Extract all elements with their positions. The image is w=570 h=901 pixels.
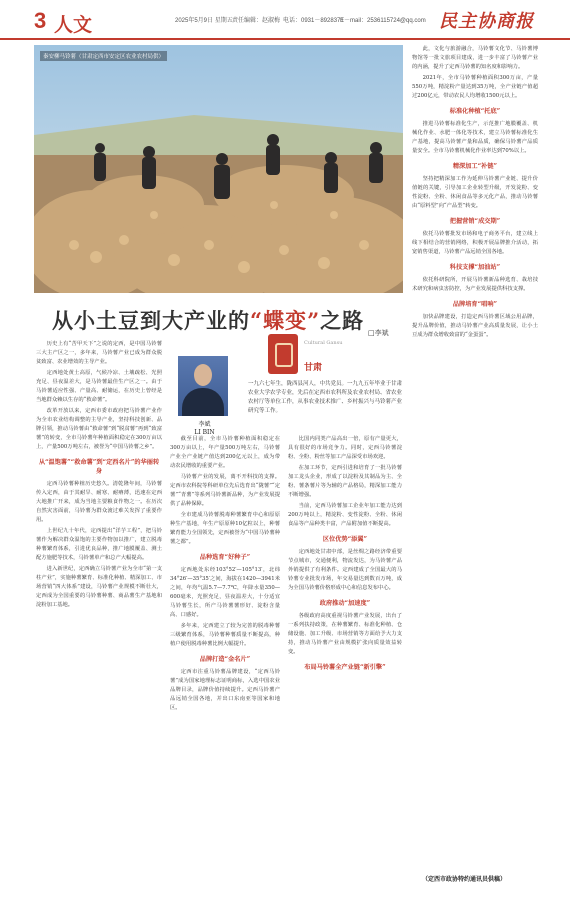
- column-badge-icon: [268, 334, 298, 374]
- title-pre: 从小土豆到大产业的: [52, 308, 250, 333]
- masthead-logo: 民主协商报: [439, 11, 534, 32]
- author-intro: 一九六七年生，陇西县河人，中共党员。一九九五年毕业于甘肃农业大学农学专业，先后在定西市农科所及农业农村局、省农业农村厅等单位工作，从事农业技术推广、乡村振兴与马铃薯产业研究等工作。: [248, 381, 403, 414]
- article-column-4: 此，文化与旅游融合，马铃薯文化节、马铃薯博物馆等一批文旅项目建成，进一步丰富了马铃薯产业的内涵，提升了定西马铃薯的知名度和影响力。 2021年，全市马铃薯种植面积300万亩，产量550万吨，精淀粉产量达到35万吨，全产业链产值超过200亿元，带动农民人均增收1500元以上。 标准化种植“托底” 推进马铃薯标准化生产，示范推广地膜覆盖、机械化作业、水肥一体化等技术，建立马铃薯标准化生产基地，提高马铃薯产量和品质，确保马铃薯产品质量安全。全市马铃薯机械化作业率达到70%以上。 精深加工“补链” 坚持把精深加工作为延伸马铃薯产业链、提升价值链的关键，引导加工企业转型升级，开发淀粉、变性淀粉、全粉、休闲食品等多元化产品，推动马铃薯由“原料型”向“产品型”转变。 把握营销“成交期” 依托马铃薯批发市场和电子商务平台，建立线上线下相结合的营销网络，积极开展品牌推介活动，拓宽销售渠道，马铃薯产品远销全国各地。 科技支撑“加油站” 依托科研院所，开展马铃薯新品种选育、栽培技术研究和病虫害防控，为产业发展提供科技支撑。 品牌培育“唱响” 加快品牌建设，打造定西马铃薯区域公用品牌，提升品牌价值，推动马铃薯产业高质量发展，让小土豆成为群众增收致富的“金蛋蛋”。: [412, 46, 538, 338]
- column-name: 甘肃: [304, 363, 323, 373]
- page-header: [0, 0, 570, 40]
- subhead: 从“温饱薯”“救命薯”到“定西名片”的华丽转身: [38, 459, 160, 475]
- potato-harvest-image: [34, 45, 403, 293]
- article-credit: （定西市政协特约通讯员供稿）: [422, 876, 507, 883]
- title-quote: “蝶变”: [250, 308, 321, 333]
- subhead: 品种选育“好种子”: [199, 554, 251, 561]
- page-number: 3: [34, 8, 47, 33]
- article-column-1: 历史上有“苦甲天下”之说的定西，是中国马铃薯三大主产区之一，多年来，马铃薯产业已成为群众脱贫致富、农业增效的主导产业。 定西地处黄土高原，气候冷凉、土壤疏松、光照充足、昼夜温差大，是马铃薯最佳生产区之一。由于马铃薯适应性强、产量高、耐储运，在历史上曾经是当地群众赖以生存的“救命薯”。 改革开放以来，定西市委市政府把马铃薯产业作为全市农业结构调整的主导产业，坚持科技创新、品牌引领，推动马铃薯由“救命薯”到“脱贫薯”再到“致富薯”的转变，全市马铃薯年种植面积稳定在300万亩以上，产量500万吨左右，被誉为“中国马铃薯之乡”。 从“温饱薯”“救命薯”到“定西名片”的华丽转身 定西马铃薯种植历史悠久。清乾隆年间，马铃薯传入定西，由于其耐旱、耐寒、耐瘠薄，迅速在定西大地推广开来，成为当地主要粮食作物之一。在历次自然灾害面前，马铃薯为群众渡过难关发挥了重要作用。 上世纪九十年代，定西提出“洋芋工程”，把马铃薯作为解决群众温饱的主要作物加以推广，建立脱毒种薯繁育体系，引进优良品种，推广地膜覆盖、测土配方施肥等技术，马铃薯单产和总产大幅提高。 进入新世纪，定西确立马铃薯产业为全市“第一支柱产业”，实施种薯繁育、标准化种植、精深加工、市场营销“四大体系”建设，马铃薯产业规模不断壮大，定西成为全国重要的马铃薯种薯、商品薯生产基地和淀粉加工基地。: [36, 341, 162, 608]
- phone: 电话：0931－8928371: [283, 18, 344, 24]
- column-english-name: Cultural Gansu: [304, 340, 343, 346]
- subhead: 精深加工“补链”: [452, 163, 498, 170]
- subhead: 标准化种植“托底”: [449, 108, 501, 115]
- subhead: 把握营销“成交期”: [449, 218, 501, 225]
- email: E－mail：2536115724@qq.com: [340, 18, 426, 24]
- feature-photo: [34, 45, 403, 293]
- subhead: 品牌培育“唱响”: [452, 301, 498, 308]
- issue-date: 2025年5月9日 星期五: [175, 18, 233, 24]
- byline: □李斌: [368, 329, 389, 337]
- title-post: 之路: [320, 308, 365, 333]
- article-column-2: 截至目前，全市马铃薯种植面积稳定在300万亩以上，年产量500万吨左右，马铃薯产业全产业链产值达到200亿元以上，成为带动农民增收的重要产业。 马铃薯产业的发展，离不开科技的支撑。定西市农科院等科研单位先后选育出“陇薯”“定薯”“青薯”等系列马铃薯新品种，为产业发展提供了品种保障。 全市建成马铃薯脱毒种薯繁育中心和原原种生产基地，年生产原原种10亿粒以上，种薯繁育能力全国领先，定西被誉为“中国马铃薯种薯之都”。 品种选育“好种子” 定西地处东经103°52′—105°13′，北纬34°26′—35°35′之间，海拔在1420—3941米之间，年均气温5.7—7.7℃，年降水量350—600毫米，光照充足，昼夜温差大，十分适宜马铃薯生长，所产马铃薯薯形好、淀粉含量高、口感好。 多年来，定西建立了较为完善的脱毒种薯三级繁育体系，马铃薯种薯质量不断提高，种植户使用脱毒种薯比例大幅提升。 品牌打造“金名片” 定西市注重马铃薯品牌建设，“定西马铃薯”成为国家地理标志证明商标，入选中国农业品牌目录，品牌价值持续提升。定西马铃薯产品远销全国各地，并出口东南亚等国家和地区。: [170, 436, 280, 711]
- subhead: 布局马铃薯全产业链“新引擎”: [304, 664, 386, 671]
- article-title: [52, 305, 364, 335]
- subhead: 品牌打造“金名片”: [199, 656, 251, 663]
- photo-caption: 秦安柳马铃薯（甘肃定西市安定区农业农村局供）: [40, 51, 167, 61]
- author-portrait: [178, 356, 228, 416]
- subhead: 政府推动“加速度”: [319, 600, 371, 607]
- subhead: 科技支撑“加油站”: [449, 264, 501, 271]
- editor: 责任编辑：赵淑梅: [232, 18, 281, 24]
- author-name: 李斌 LI BIN: [194, 421, 215, 436]
- article-column-3: 比国内同类产品高出一倍，原有产量更大，具有很好的市场竞争力。同时，定西马铃薯淀粉、全粉、粉丝等加工产品深受市场欢迎。 在加工环节，定西引进和培育了一批马铃薯加工龙头企业，形成了以淀粉及其制品为主、全粉、薯条薯片等为辅的产品格局，精深加工能力不断增强。 当前，定西马铃薯加工企业年加工能力达到200万吨以上，精淀粉、变性淀粉、全粉、休闲食品等产品种类丰富，产品附加值不断提高。 区位优势“添翼” 定西地处甘肃中部，是丝绸之路经济带重要节点城市，交通便利，物流发达，为马铃薯产品外销提供了有利条件。定西建成了全国最大的马铃薯专业批发市场，年交易量达到数百万吨，成为全国马铃薯价格形成中心和信息发布中心。 政府推动“加速度” 各级政府高度重视马铃薯产业发展，出台了一系列扶持政策，在种薯繁育、标准化种植、仓储设施、加工升级、市场营销等方面给予大力支持，推动马铃薯产业由规模扩张向质量效益转变。 布局马铃薯全产业链“新引擎”: [288, 436, 402, 671]
- subhead: 区位优势“添翼”: [322, 536, 368, 543]
- section-title: 人文: [54, 14, 93, 36]
